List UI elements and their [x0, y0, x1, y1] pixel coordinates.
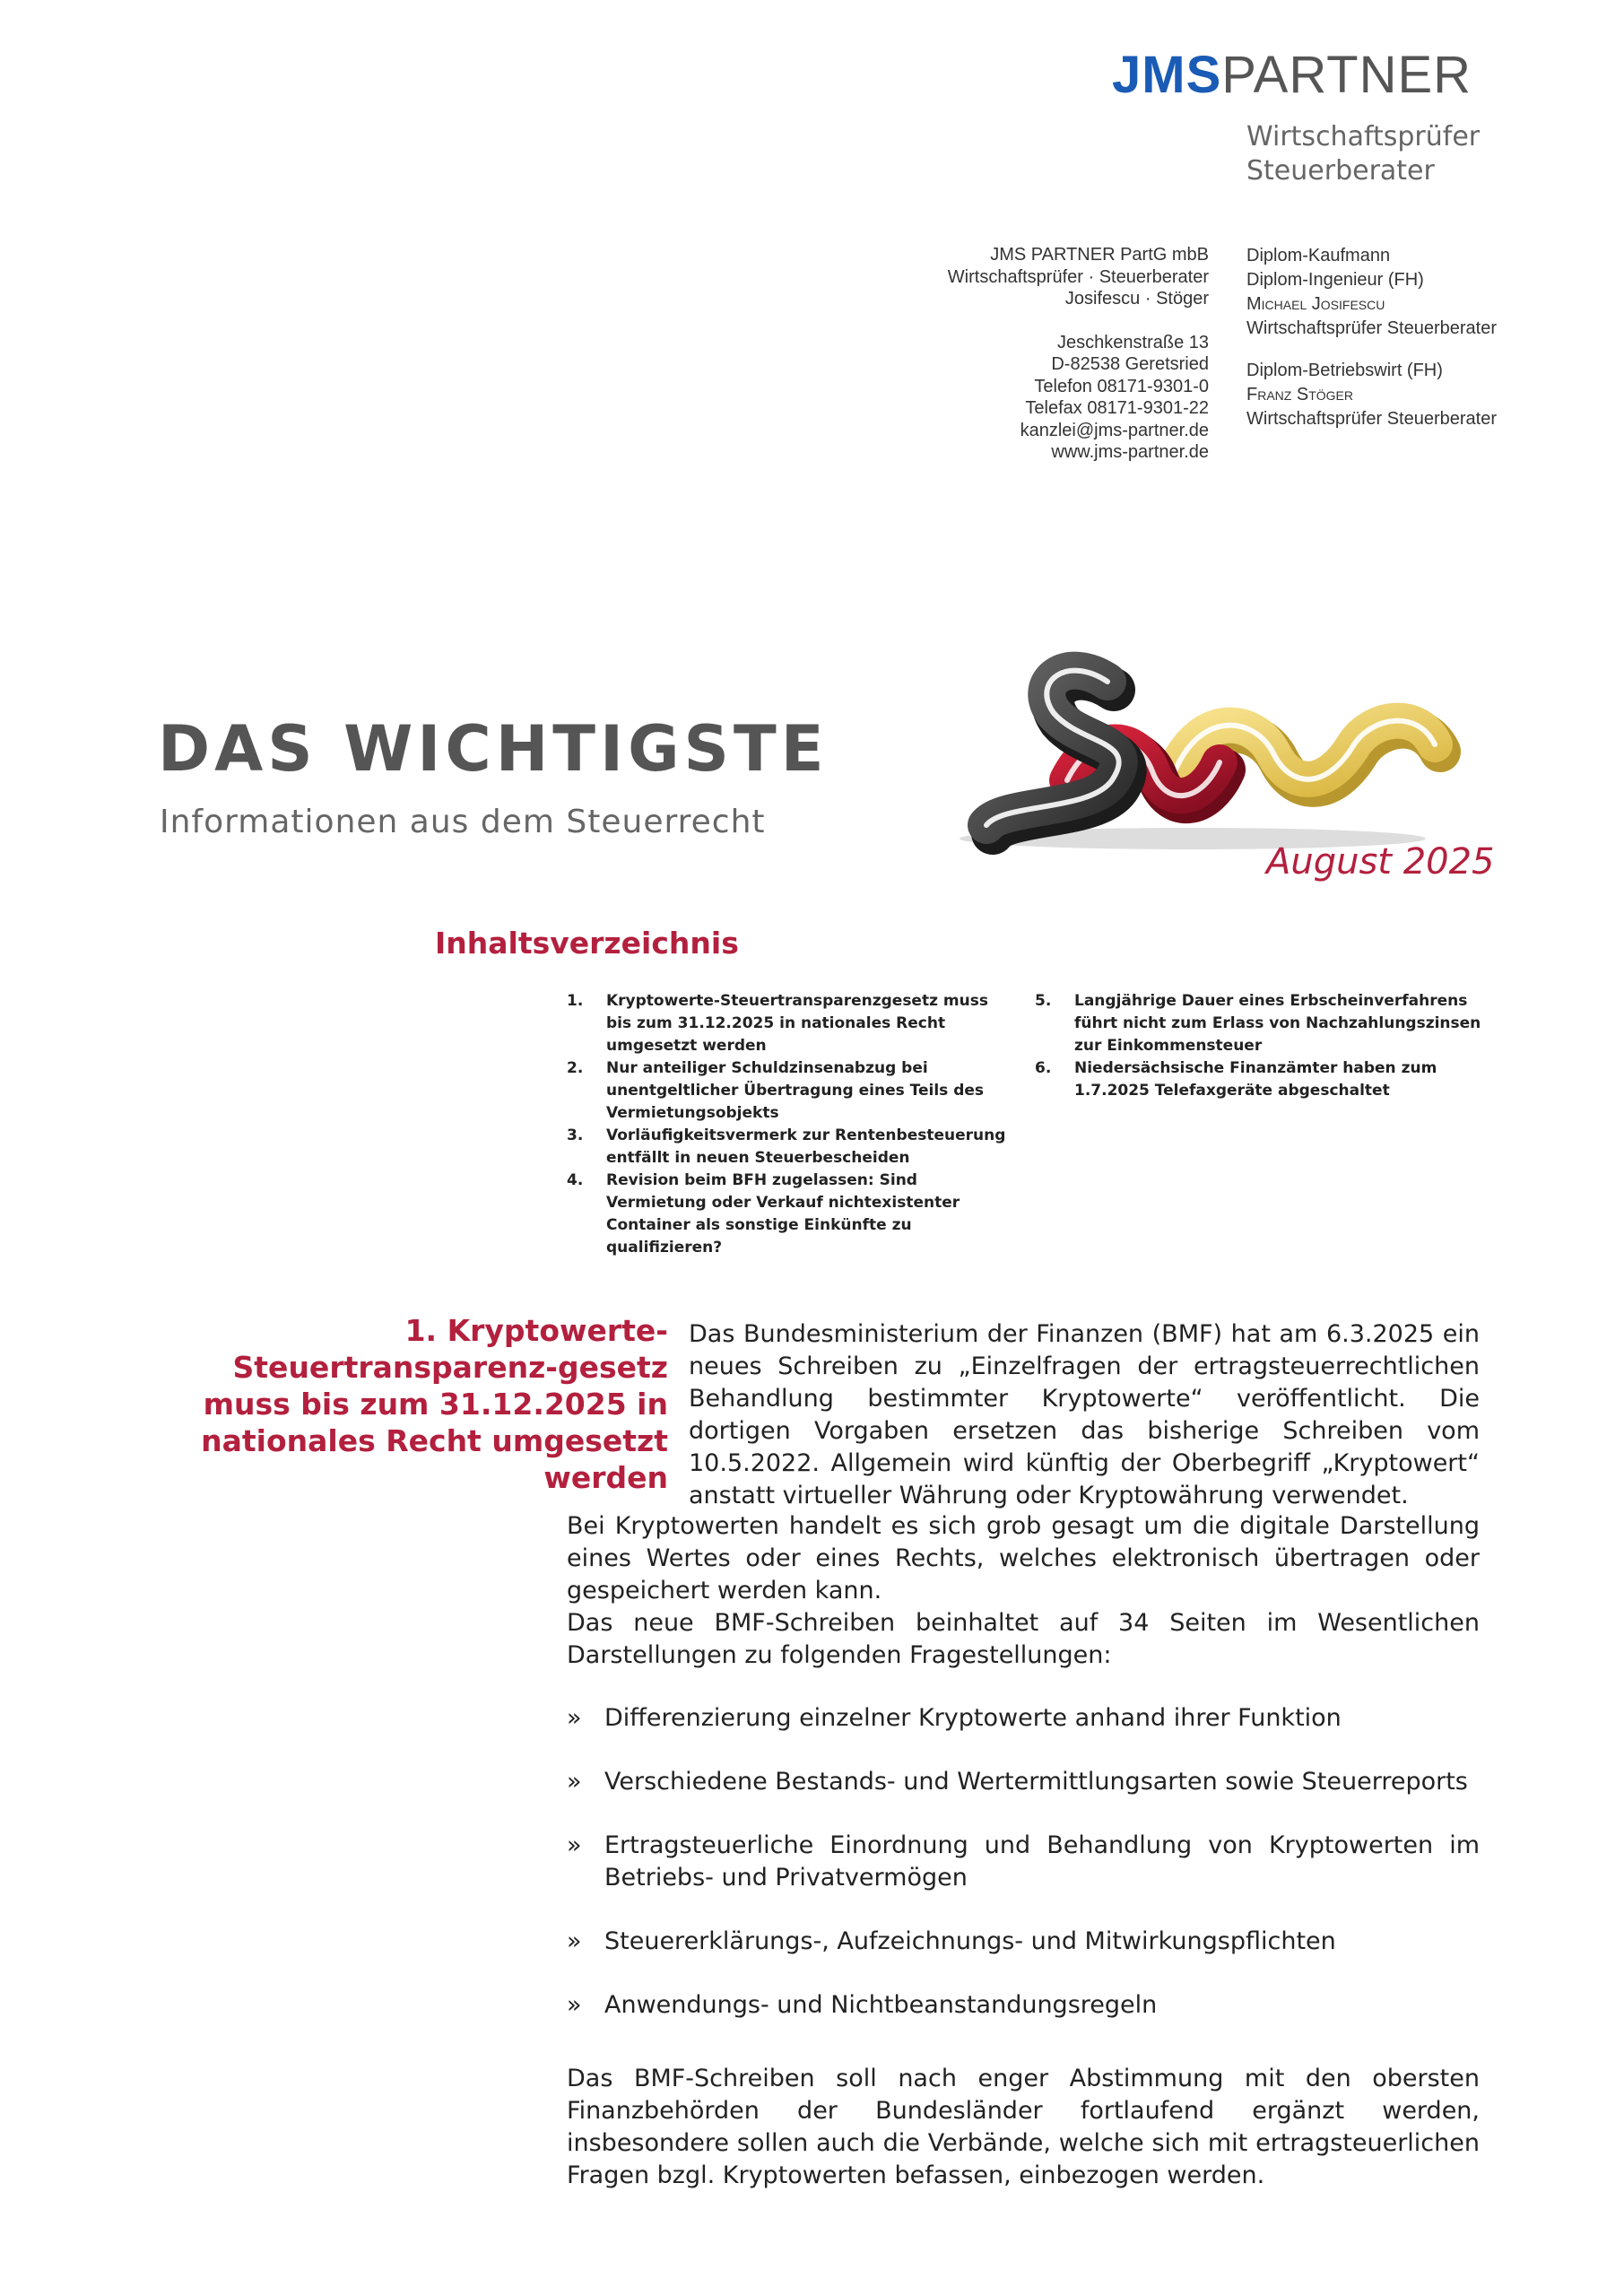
- bullet-marker: »: [567, 1768, 582, 1796]
- list-item: [567, 1926, 1480, 1958]
- list-item-text: Ertragsteuerliche Einordnung und Behandlung von Kryptowerten im Betriebs- und Privatvermögen: [604, 1831, 1480, 1892]
- body-paragraph: Das BMF-Schreiben soll nach enger Abstimmung mit den obersten Finanzbehörden der Bundesländer fortlaufend ergänzt werden, insbesondere sollen auch die Verbände, welche sich mit ertragsteuerlichen Fragen bzgl. Kryptowerten befassen, einbezogen werden.: [567, 2065, 1480, 2189]
- firm-line: JMS PARTNER PartG mbB: [990, 245, 1209, 265]
- list-item: [567, 1766, 1480, 1798]
- partners-block: [1246, 244, 1623, 431]
- bullet-marker: »: [567, 1927, 582, 1955]
- firm-address: [861, 244, 1209, 464]
- list-item-text: Steuererklärungs-, Aufzeichnungs- und Mitwirkungspflichten: [604, 1927, 1336, 1955]
- toc-heading: Inhaltsverzeichnis: [435, 926, 739, 961]
- newsletter-title: DAS WICHTIGSTE: [158, 712, 829, 786]
- logo-wordmark: [1112, 47, 1507, 104]
- partner-role: Wirtschaftsprüfer Steuerberater: [1246, 318, 1497, 338]
- list-item-text: Verschiedene Bestands- und Wertermittlungsarten sowie Steuerreports: [604, 1768, 1468, 1796]
- toc-item[interactable]: [567, 1057, 1015, 1125]
- company-logo: [1112, 47, 1507, 188]
- bullet-marker: »: [567, 1831, 582, 1859]
- toc-item-number: 6.: [1035, 1059, 1052, 1077]
- section-heading: 1. Kryptowerte-Steuertransparenz-gesetz muss bis zum 31.12.2025 in nationales Recht umgesetzt werden: [201, 1313, 668, 1495]
- logo-line-2: Steuerberater: [1246, 155, 1435, 187]
- toc-item-text: Vorläufigkeitsvermerk zur Rentenbesteuerung entfällt in neuen Steuerbescheiden: [606, 1126, 1006, 1167]
- partner-degree: Diplom-Kaufmann: [1246, 246, 1391, 265]
- list-item-text: Differenzierung einzelner Kryptowerte anhand ihrer Funktion: [604, 1704, 1342, 1732]
- toc-column-left: [567, 990, 1015, 1259]
- logo-subline: [1246, 120, 1507, 188]
- partner-degree: Diplom-Ingenieur (FH): [1246, 270, 1424, 290]
- firm-line: Josifescu · Stöger: [1064, 289, 1209, 309]
- black-section-sign: [986, 671, 1125, 833]
- toc-item[interactable]: [567, 1170, 1015, 1259]
- partner-name: Michael Josifescu: [1246, 294, 1385, 314]
- body-paragraph: Bei Kryptowerten handelt es sich grob gesagt um die digitale Darstellung eines Wertes oder eines Rechts, welches elektronisch übertragen oder gespeichert werden kann.: [567, 1512, 1480, 1605]
- toc-item-number: 5.: [1035, 992, 1052, 1010]
- partner-role: Wirtschaftsprüfer Steuerberater: [1246, 409, 1497, 429]
- bullet-list: [567, 1702, 1480, 2053]
- toc-item-text: Nur anteiliger Schuldzinsenabzug bei unentgeltlicher Übertragung eines Teils des Vermietungsobjekts: [606, 1059, 985, 1122]
- paragraph-signs-germany-icon: [933, 646, 1471, 861]
- toc-item-number: 4.: [567, 1171, 584, 1189]
- fax: Telefax 08171-9301-22: [1025, 398, 1209, 418]
- body-paragraph: Das neue BMF-Schreiben beinhaltet auf 34 Seiten im Wesentlichen Darstellungen zu folgenden Fragestellungen:: [567, 1609, 1480, 1669]
- toc-item[interactable]: [1035, 990, 1483, 1057]
- website-link[interactable]: www.jms-partner.de: [1051, 442, 1209, 462]
- toc-item[interactable]: [1035, 1057, 1483, 1102]
- toc-item-text: Revision beim BFH zugelassen: Sind Vermietung oder Verkauf nichtexistenter Container als sonstige Einkünfte zu qualifizieren?: [606, 1171, 960, 1257]
- toc-item-number: 1.: [567, 992, 584, 1010]
- toc-item-text: Langjährige Dauer eines Erbscheinverfahrens führt nicht zum Erlass von Nachzahlungszinsen zur Einkommensteuer: [1074, 992, 1481, 1055]
- email-link[interactable]: kanzlei@jms-partner.de: [1020, 420, 1209, 440]
- partner-degree: Diplom-Betriebswirt (FH): [1246, 361, 1443, 380]
- bullet-marker: »: [567, 1991, 582, 2019]
- toc-item[interactable]: [567, 1125, 1015, 1170]
- list-item: [567, 1989, 1480, 2022]
- list-item-text: Anwendungs- und Nichtbeanstandungsregeln: [604, 1991, 1158, 2019]
- phone: Telefon 08171-9301-0: [1034, 376, 1209, 396]
- toc-item-number: 2.: [567, 1059, 584, 1077]
- toc-item-number: 3.: [567, 1126, 584, 1144]
- address-city: D-82538 Geretsried: [1051, 354, 1209, 374]
- logo-jms: JMS: [1112, 46, 1222, 104]
- address-street: Jeschkenstraße 13: [1057, 332, 1209, 352]
- list-item: [567, 1830, 1480, 1894]
- newsletter-subtitle: Informationen aus dem Steuerrecht: [160, 804, 766, 840]
- toc-item-text: Niedersächsische Finanzämter haben zum 1.7.2025 Telefaxgeräte abgeschaltet: [1074, 1059, 1437, 1100]
- toc-column-right: [1035, 990, 1483, 1102]
- logo-partner: PARTNER: [1221, 46, 1472, 104]
- list-item: [567, 1702, 1480, 1735]
- toc-item[interactable]: [567, 990, 1015, 1057]
- firm-line: Wirtschaftsprüfer · Steuerberater: [947, 266, 1209, 287]
- bullet-marker: »: [567, 1704, 582, 1732]
- edition-date: August 2025: [1266, 841, 1495, 883]
- body-paragraph: Das Bundesministerium der Finanzen (BMF) hat am 6.3.2025 ein neues Schreiben zu „Einzelfragen der ertragsteuerrechtlichen Behandlung bestimmter Kryptowerte“ veröffentlicht. Die dortigen Vorgaben ersetzen das bisherige Schreiben vom 10.5.2022. Allgemein wird künftig der Oberbegriff „Kryptowert“ anstatt virtueller Währung oder Kryptowährung verwendet.: [689, 1320, 1480, 1509]
- toc-item-text: Kryptowerte-Steuertransparenzgesetz muss bis zum 31.12.2025 in nationales Recht umgesetzt werden: [606, 992, 988, 1055]
- logo-line-1: Wirtschaftsprüfer: [1246, 121, 1481, 152]
- partner-name: Franz Stöger: [1246, 385, 1354, 404]
